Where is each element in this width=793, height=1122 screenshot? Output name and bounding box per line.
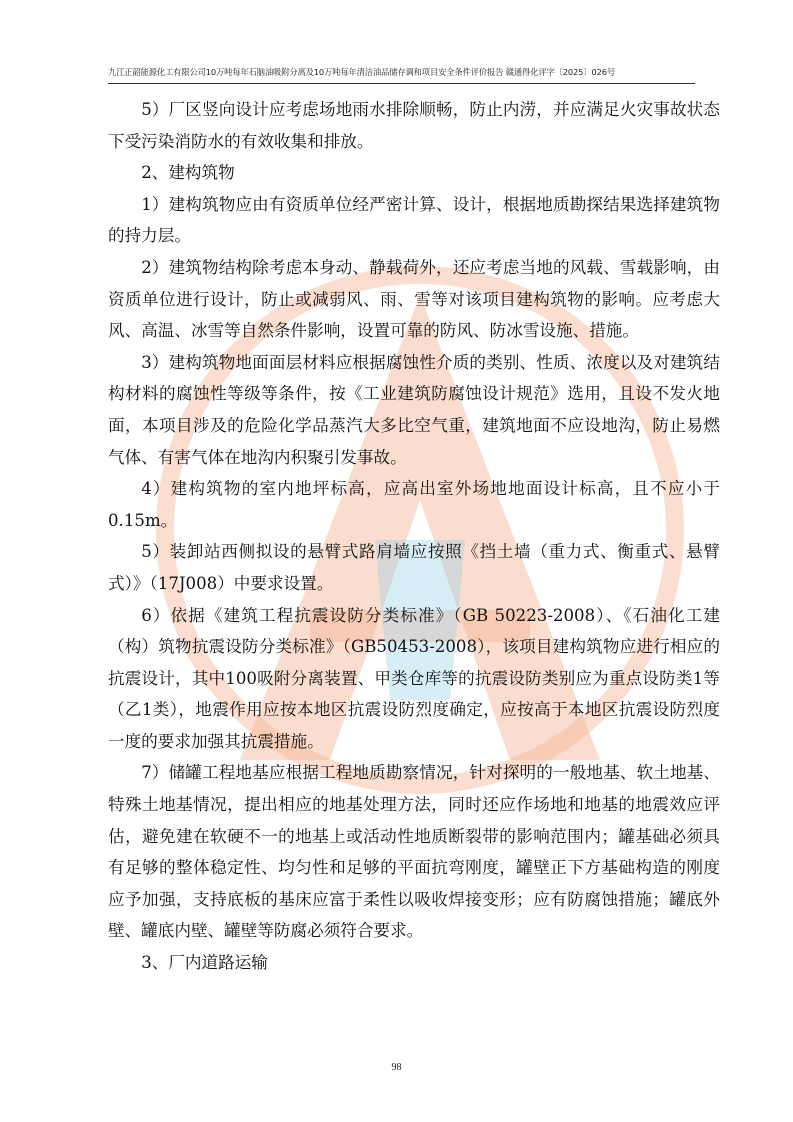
paragraph-item-1-foundation: 1）建构筑物应由有资质单位经严密计算、设计，根据地质勘探结果选择建筑物的持力层。 bbox=[108, 194, 720, 246]
running-header: 九江正韶能源化工有限公司10万吨每年石脑油吸附分离及10万吨每年清洁油品储存调和项目安全条件评价报告 赣通得化评字〔2025〕026号 bbox=[108, 67, 615, 77]
paragraph-item-7-tank-foundation: 7）储罐工程地基应根据工程地质勘察情况，针对探明的一般地基、软土地基、特殊土地基情况，提出相应的地基处理方法，同时还应作场地和地基的地震效应评估，避免建在软硬不一的地基上或活动性地质断裂带的影响范围内；罐基础必须具有足够的整体稳定性、均匀性和足够的平面抗弯刚度，罐壁正下方基础构造的刚度应予加强，支持底板的基床应富于柔性以吸收焊接变形；应有防腐蚀措施；罐底外壁、罐底内壁、罐壁等防腐必须符合要求。 bbox=[108, 763, 720, 941]
paragraph-item-5-retaining-wall: 5）装卸站西侧拟设的悬臂式路肩墙应按照《挡土墙（重力式、衡重式、悬臂式）》（17J008）中要求设置。 bbox=[108, 542, 720, 593]
paragraph-item-6-seismic: 6）依据《建筑工程抗震设防分类标准》（GB 50223-2008）、《石油化工建（构）筑物抗震设防分类标准》（GB50453-2008），该项目建构筑物应进行相应的抗震设计，其中100吸附分离装置、甲类仓库等的抗震设防类别应为重点设防类1等（乙1类），地震作用应按本地区抗震设防烈度确定，应按高于本地区抗震设防烈度一度的要求加强其抗震措施。 bbox=[108, 605, 720, 751]
header-divider bbox=[108, 83, 695, 84]
page-number: 98 bbox=[391, 1062, 402, 1073]
paragraph-item-2-loads: 2）建筑物结构除考虑本身动、静载荷外，还应考虑当地的风载、雪载影响，由资质单位进行设计，防止或减弱风、雨、雪等对该项目建构筑物的影响。应考虑大风、高温、冰雪等自然条件影响，设置可靠的防风、防冰雪设施、措施。 bbox=[108, 257, 720, 341]
document-body bbox=[108, 94, 720, 979]
paragraph-item-5-drainage: 5）厂区竖向设计应考虑场地雨水排除顺畅，防止内涝，并应满足火灾事故状态下受污染消防水的有效收集和排放。 bbox=[108, 100, 720, 151]
section-heading-structures: 2、建构筑物 bbox=[141, 163, 235, 183]
section-heading-road-transport: 3、厂内道路运输 bbox=[141, 953, 268, 973]
paragraph-item-4-floor-elevation: 4）建构筑物的室内地坪标高，应高出室外场地地面设计标高，且不应小于0.15m。 bbox=[108, 479, 720, 530]
paragraph-item-3-anticorrosion: 3）建构筑物地面面层材料应根据腐蚀性介质的类别、性质、浓度以及对建筑结构材料的腐蚀性等级等条件，按《工业建筑防腐蚀设计规范》选用，且设不发火地面，本项目涉及的危险化学品蒸汽大多比空气重，建筑地面不应设地沟，防止易燃气体、有害气体在地沟内积聚引发事故。 bbox=[108, 352, 720, 467]
